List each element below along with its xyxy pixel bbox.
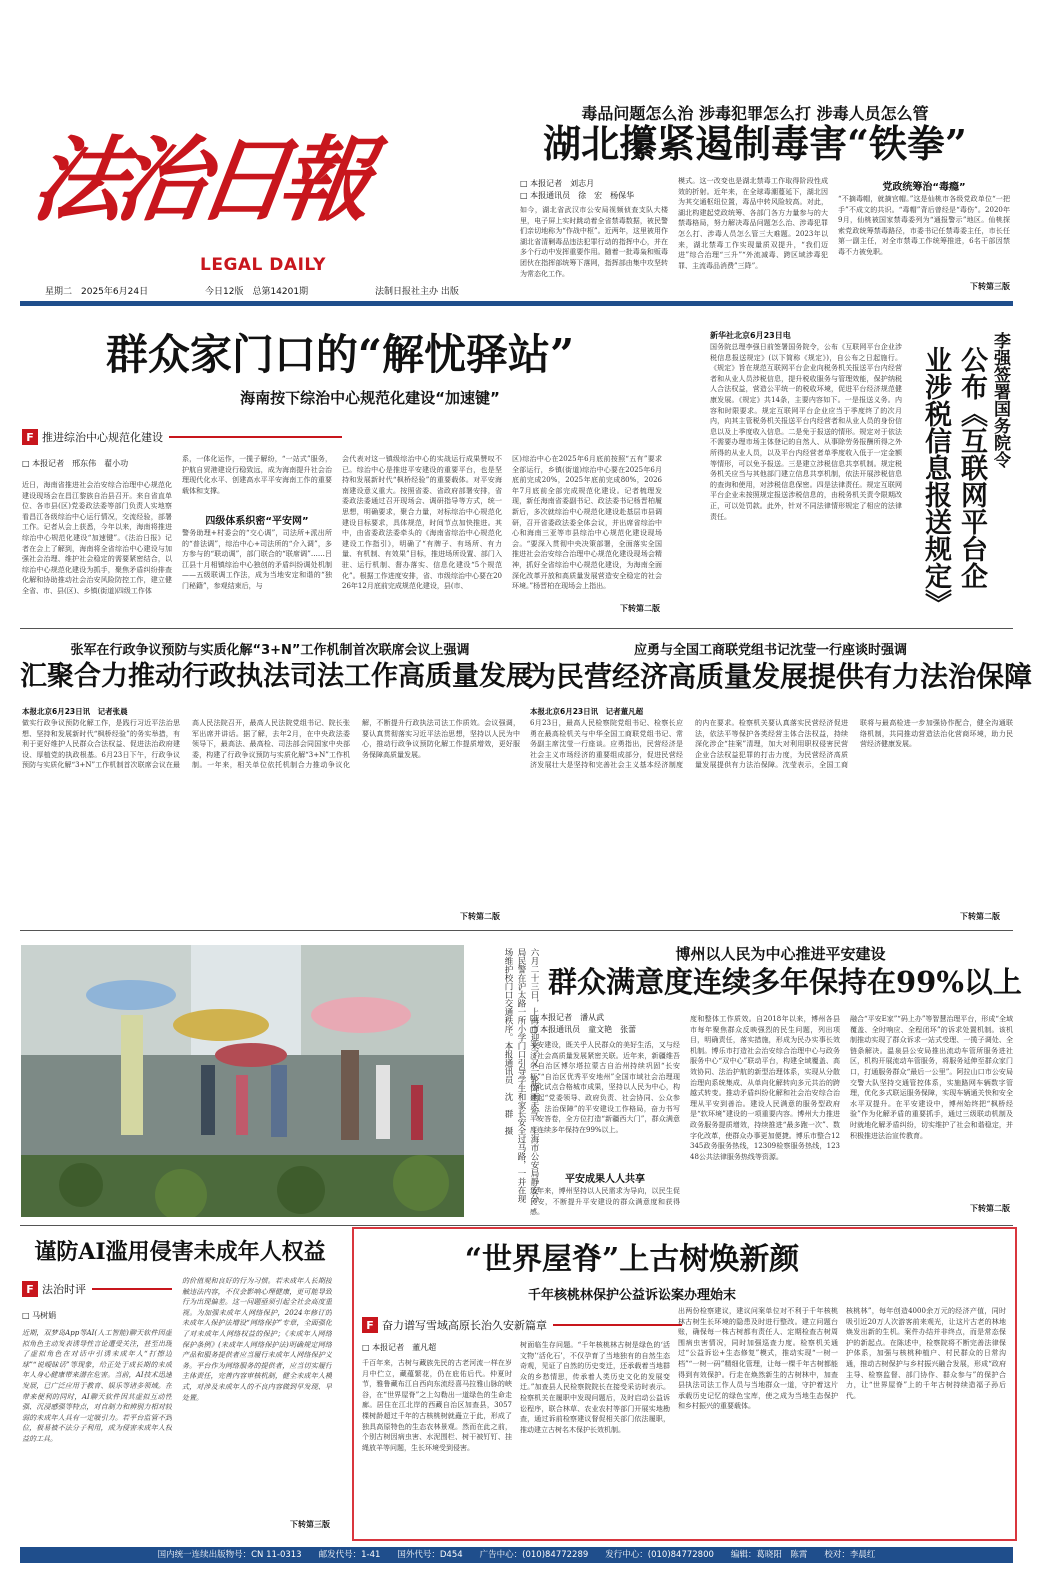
story2-subheadline: 海南按下综治中心规范化建设“加速键” bbox=[240, 389, 500, 407]
story7-headline: “世界屋脊”上古树焕新颜 bbox=[464, 1242, 800, 1277]
photo-illustration bbox=[21, 945, 464, 1217]
divider-2 bbox=[20, 930, 1013, 931]
story2-section-tag bbox=[22, 428, 342, 446]
lead-kicker: 毒品问题怎么治 涉毒犯罪怎么打 涉毒人员怎么管 bbox=[581, 104, 929, 123]
news-photo bbox=[21, 945, 464, 1217]
section-f-icon: F bbox=[362, 1317, 378, 1333]
story7-col-3: 出两份检察建议，建议问案单位对不利于千年核桃林古树生长环境的隐患及时进行整改。建立问题台账，确保每一株古树都有责任人、定期检查古树周围病虫害情况，同时加强巡查力度。检察机关通过“公益诉讼+生态修复”模式，推动实现“一树一档”“一树一码”精细化管理，让每一棵千年古树都能得到有效保护。行走在焕然新生的古树林中，加查县执法司法工作人员与当地群众一道，守护着这片承载历史记忆的绿色宝库，使之成为当地生态保护和乡村振兴的重要载体。 bbox=[678, 1307, 838, 1411]
story3-kicker: 张军在行政争议预防与实质化解“3+N”工作机制首次联席会议上强调 bbox=[70, 643, 470, 658]
story4-continued: 下转第二版 bbox=[960, 912, 1000, 921]
lead-headline: 湖北攥紧遏制毒害“铁拳” bbox=[543, 121, 967, 166]
story5-headline: 群众满意度连续多年保持在99%以上 bbox=[548, 965, 1022, 999]
issue-date: 星期二 2025年6月24日 bbox=[45, 287, 149, 297]
story2-col-2a: 系，一体化运作，一揽子解纷，“一站式”服务，护航自贸港建设行稳致远，成为海南提升社会治理现代化水平、创建高水平平安海南工作的重要载体和支撑。 bbox=[182, 455, 332, 495]
section-f-icon: F bbox=[22, 429, 38, 445]
story4-kicker: 应勇与全国工商联党组书记沈莹一行座谈时强调 bbox=[633, 643, 907, 658]
policy-title-top: 李强签署国务院令 bbox=[990, 332, 1010, 468]
story5-col-3: 融合“平安E家”“码上办”等智慧治理平台，形成“全域覆盖、全时响应、全程闭环”的诉求处置机制。该机制推动实现了群众诉求一站式受理、一揽子调处、全链条解决。温泉县公安局推出流动车管所服务进社区，机构开展流动车管服务，将服务延伸至群众家门口，打通服务群众“最后一公里”。阿拉山口市公安局交警大队坚持交通管控体系，实施路网车辆数字管理，优化多式联运服务保障，实现车辆通关快和安全水平双提升。在平安建设中，博州始终把“枫桥经验”作为化解矛盾的重要抓手，通过三级联动机制及时就地化解矛盾纠纷，切实维护了社会和谐稳定，并积极推进法治宣传教育。 bbox=[850, 1015, 1013, 1140]
lead-byline-1: □ 本报记者 刘志月 bbox=[520, 179, 595, 188]
story7-section-tag bbox=[362, 1316, 682, 1334]
policy-vertical-headlines bbox=[905, 332, 1015, 616]
masthead-logo: 法治日報 bbox=[26, 126, 370, 234]
tag-divider bbox=[553, 1324, 682, 1326]
story7-col-4: 核桃林”，每年创造4000余万元的经济产值，同时吸引近20万人次游客前来观光，让这片古老的林地焕发出新的生机。案件办结并非终点，而是常态保护的新起点。在陈述中，检察院将不断完善法律保护体系，加强与核桃种植户、村民群众的日常沟通，推动古树保护与乡村振兴融合发展，形成“政府主导、检察监督、部门协作、群众参与”的保护合力，让“世界屋脊”上的千年古树持续造福子孙后代。 bbox=[846, 1307, 1006, 1400]
story2-tag-label: 推进综治中心规范化建设 bbox=[42, 431, 163, 444]
policy-body: 国务院总理李强日前签署国务院令，公布《互联网平台企业涉税信息报送规定》(以下简称《规定》)，自公布之日起施行。《规定》旨在规范互联网平台企业向税务机关报送平台内经营者和从业人员涉税信息，提升税收服务与管理效能，保护纳税人合法权益，营造公平统一的税收环境，促进平台经济规范健康发展。《规定》共14条，主要内容如下。一是报送义务。内容和时限要求。规定互联网平台企业应当于季度终了的次月内，向其主管税务机关报送平台内经营者和从业人员的身份信息以及上季度收入信息。二是免于报送的情形。规定对于依法不需要办理市场主体登记的自然人、从事除劳务报酬所得之外所得的从业人员，以及平台内经营者单季度收入低于一定金额等情形，可以免予报送。三是建立涉税信息共享机制。规定税务机关应当与其他部门建立信息共享机制，依法开展涉税信息的查询和使用，对涉税信息保密。四是法律责任。规定互联网平台企业未按照规定报送涉税信息的，由税务机关责令限期改正，可以处罚款。此外，针对不同法律情形规定了相应的法律责任。 bbox=[710, 343, 902, 521]
tag-divider bbox=[169, 436, 342, 438]
footer-bar: 国内统一连续出版物号：CN 11-0313 邮发代号：1-41 国外代号：D454 广告中心：(010)84772289 发行中心：(010)84772800 编辑：葛晓阳 陈霄 校对：李晨红 bbox=[20, 1547, 1013, 1563]
story7-subheadline: 千年核桃林保护公益诉讼案办理始末 bbox=[527, 1288, 736, 1303]
lead-byline-2: □ 本报通讯员 徐 宏 杨保华 bbox=[520, 191, 635, 200]
story5-col-2: 度和整体工作质效。自2018年以来，博州各县市每年聚焦群众反映强烈的民生问题，列出项目，明确责任，落实措施，形成为民办实事长效机制。博乐市打造社会治安综合治理中心与政务服务中心“双中心”联动平台，构建全域覆盖、高效协同、法治护航的新型治理体系，实现从分散治理向系统集成、从单向化解转向多元共治的跨越式转变。推动矛盾纠纷化解和社会治安综合治理从平安到善治。建设人民满意的服务型政府是“软环境”建设的一项重要内容。博州大力推进政务服务提质增效，持续推进“最多跑一次”、数字化改革，使群众办事更加便捷。博乐市整合12345政务服务热线，12309检察服务热线，12348公共法律服务热线等资源。 bbox=[690, 1015, 840, 1161]
story6-continued: 下转第三版 bbox=[290, 1520, 330, 1529]
story6-col-2: 的价值观和良好的行为习惯。若未成年人长期接触违法内容，不仅会影响心理健康，更可能导致行为出现偏差。这一问题亟须引起全社会高度重视。为加强未成年人网络保护，2024年修订的未成年人保护法增设“网络保护”专章，全面强化了对未成年人网络权益的保护；《未成年人网络保护条例》(未成年人网络保护法)明确规定网络产品和服务提供者应当履行未成年人网络保护义务。平台作为网络服务的提供者，应当切实履行主体责任，完善内容审核机制，健全未成年人模式，对涉及未成年人的不良内容做到早发现、早处置。 bbox=[182, 1277, 332, 1402]
story7-tag-label: 奋力谱写雪域高原长治久安新篇章 bbox=[382, 1319, 547, 1332]
story6-section-tag bbox=[22, 1280, 172, 1298]
story3-body: 做实行政争议预防化解工作，是践行习近平法治思想、坚持和发展新时代“枫桥经验”的务实举措，有利于更好维护人民群众合法权益、促进法治政府建设、厚植党的执政根基。6月23日下午，行政争议预防与实质化解“3+N”工作机制首次联席会议在最高人民法院召开，最高人民法院党组书记、院长张军出席并讲话。据了解，去年2月，在中央政法委领导下，最高法、最高检、司法部会同国家中央部委，构建了行政争议预防与实质化解“3+N”工作机制。一年来，相关单位依托机制合力推动争议化解，不断提升行政执法司法工作质效。会议强调，要认真贯彻落实习近平法治思想，坚持以人民为中心，推动行政争议预防化解工作提质增效，更好服务保障高质量发展。 bbox=[22, 719, 520, 770]
tag-divider bbox=[92, 1288, 172, 1290]
photo-caption: 六月二十三日，上海市迎来了又一轮降雨天气。上海市公安局静安分局民警在沪太路一所小学门口引导学生和家长安全过马路，一并在现场维护校门口交通秩序。本报通讯员 沈 群 摄 bbox=[503, 948, 539, 1203]
story5-byline-1: □ 本报记者 潘从武 bbox=[530, 1013, 605, 1022]
story2-headline: 群众家门口的“解忧驿站” bbox=[105, 330, 575, 379]
story3-continued: 下转第二版 bbox=[460, 912, 500, 921]
story4-dateline: 本报北京6月23日讯 记者董凡超 bbox=[530, 707, 644, 716]
story2-col-1: 近日，海南省推进社会治安综合治理中心规范化建设现场会在昌江黎族自治县召开。来自省直单位、各市县(区)党委政法委等部门负责人实地察看昌江各级综治中心运行情况，交流经验，部署工作。记者从会上获悉，今年以来，海南将推进综治中心规范化建设“加速键”。《法治日报》记者在会上了解到，海南将全省综治中心建设与加强社会治理、维护社会稳定的需要紧密结合，以综治中心规范化建设为抓手，聚焦矛盾纠纷排查化解和协助推动社会治安风险防控工作，建立健全省、市、县(区)、乡镇(街道)四级工作体 bbox=[22, 481, 172, 595]
story7-col-1: 千百年来，古树与藏族先民的古老河流一样在岁月中伫立，藏蕴繁花，仍在庇佑后代。仲夏时节，雅鲁藏布江自西向东流经喜马拉雅山脉的峡谷，在“世界屋脊”之上勾勒出一道绿色的生命走廊。居住在江北岸的西藏自治区加查县，3057棵树龄超过千年的古核桃树就矗立于此，形成了独具高原特色的生态农林景观。然而在此之前，个别古树因病虫害、水泥围栏、树干被钉钉、挂绳放羊等问题，生长环境受到侵害。 bbox=[362, 1359, 512, 1452]
story2-continued: 下转第二版 bbox=[620, 604, 660, 613]
issue-pages: 今日12版 总第14201期 bbox=[205, 287, 309, 297]
story2-col-3: 会代表对这一镇级综治中心的实战运行成果赞叹不已。综治中心是推进平安建设的重要平台，也是坚持和发展新时代“枫桥经验”的重要载体。对平安海南建设意义重大。按照省委、省政府部署安排，省委政法委通过召开现场会、调研指导等方式，统一思想，明确要求，聚合力量，对标综治中心规范化建设目标要求，具体规范，时间节点加快推进。其中，由省委政法委牵头的《海南省综治中心规范化建设工作指引》，明确了“有牌子、有场所、有力量、有机制、有效果”目标，推进场所设置、部门入驻、运行机制、督办落实、信息化建设“5个规范化”。根据工作进度安排，省、市级综治中心要在2026年12月底前完成规范化建设，县(市、 bbox=[342, 455, 502, 591]
divider-1 bbox=[20, 628, 1013, 629]
story6-col-1: 近期，双梦岛App等AI(人工智能)聊天软件因虚拟角色主动发表诱导性言论遭受关注，甚至出现了虚拟角色在对话中引诱未成年人“打擦边球”“说暧昧话”等现象，给正处于成长期的未成年人身心健康带来潜在危害。当前，AI技术迅速发展，已广泛应用于教育、娱乐等诸多领域。在带来便利的同时，AI聊天软件因其虚拟互动性强、沉浸感强等特点，对自制力和辨别力相对较弱的未成年人具有一定吸引力。若平台监管不到位，极易被不法分子利用，成为侵害未成年人权益的工具。 bbox=[22, 1329, 172, 1443]
lead-side-heading: 党政统筹治“毒瘾” bbox=[882, 182, 966, 193]
masthead-english: LEGAL DAILY bbox=[200, 255, 326, 275]
story7-col-2: 树面临生存问题。“千年核桃林古树是绿色的‘活文物’‘活化石’，不仅孕育了当地独有的自然生态奇观，见证了自然的历史变迁，还承载着当地群众的乡愁情思，传承着人类历史文化的发展变迁。”加查县人民检察院院长在接受采访时表示。检察机关在履职中发现问题后，及时启动公益诉讼程序，联合林草、农业农村等部门开展实地勘查，通过诉前检察建议督促相关部门依法履职，推动建立古树名木保护长效机制。 bbox=[520, 1341, 670, 1434]
story3-dateline: 本报北京6月23日讯 记者张晨 bbox=[22, 707, 128, 716]
lead-col-1: 如今，湖北省武汉市公安局视频侦查支队大楼里，电子屏上实时跳动着全省禁毒数据，被民警们亲切地称为“作战中枢”。近两年，这里被用作湖北省清剿毒品违法犯罪行动的指挥中心，并在多个行动中发挥重要作用。随着一批毒枭和贩毒团伙在指挥部统筹下落网，指挥部由集中攻坚转为常态化工作。 bbox=[520, 206, 668, 278]
policy-dateline: 新华社北京6月23日电 bbox=[710, 331, 791, 340]
policy-title-main: 公布《互联网平台企业涉税信息报送规定》 bbox=[920, 346, 987, 616]
masthead bbox=[20, 95, 370, 295]
section-f-icon: F bbox=[22, 1281, 38, 1297]
story2-byline: □ 本报记者 邢东伟 翟小功 bbox=[22, 459, 129, 468]
story5-col-1-heading: 平安成果人人共享 bbox=[565, 1174, 645, 1185]
story5-byline-2: □ 本报通讯员 童文艳 张蕾 bbox=[530, 1025, 637, 1034]
lead-col-2: 模式。这一改变也是湖北禁毒工作取得阶段性成效的折射。近年来，在全球毒潮蔓延下，湖北因为其交通枢纽位置，毒品中转风险较高。对此，湖北构建起党政统筹、各部门各方力量参与的大禁毒格局，努力解决毒品问题怎么治、涉毒犯罪怎么打、涉毒人员怎么管三大难题。2023年以来，湖北禁毒工作实现量质双提升，“我们迈进”综合治理“三升”“外流减毒、跨区域涉毒犯罪、主流毒品消费”三降”。 bbox=[678, 177, 828, 270]
story6-byline: □ 马树娟 bbox=[22, 1311, 57, 1320]
story3-headline: 汇聚合力推动行政执法司法工作高质量发展 bbox=[20, 661, 533, 692]
story2-col-4: 区)综治中心在2025年6月底前按照“五有”要求全部运行，乡镇(街道)综治中心要在2025年6月底前完成20%，2025年底前完成80%，2026年7月底前全部完成规范化建设。记者梳理发现，新任海南省委副书记、政法委书记杨晋柏履新后，多次就综治中心规范化建设赴基层市县调研，召开省委政法委全体会议，并出席省综治中心和海南三亚等市县综治中心规范化建设现场会。“要深入贯彻中央决策部署，全面落实全国推进社会治安综合治理中心规范化建设现场会精神，抓好全省综治中心规范化建设，为海南全面深化改革开放和高质量发展营造安全稳定的社会环境。”杨晋柏在现场会上指出。 bbox=[512, 455, 662, 591]
story4-headline: 为民营经济高质量发展提供有力法治保障 bbox=[528, 660, 1033, 693]
story4-body: 6月23日，最高人民检察院党组书记、检察长应勇在最高检机关与中华全国工商联党组书记、常务副主席沈莹一行座谈。应勇指出，民营经济是社会主义市场经济的重要组成部分，促进民营经济发展壮大是坚持和完善社会主义基本经济制度的内在要求。检察机关要认真落实民营经济促进法，依法平等保护各类经营主体合法权益，持续深化涉企“挂案”清理，加大对利用职权侵害民营企业合法权益犯罪的打击力度，为民营经济高质量发展提供有力法治保障。沈莹表示，全国工商联将与最高检进一步加强协作配合，健全沟通联络机制，共同推动营造法治化营商环境，助力民营经济健康发展。 bbox=[530, 719, 1013, 770]
masthead-rule bbox=[20, 301, 1013, 306]
story5-kicker: 博州以人民为中心推进平安建设 bbox=[675, 945, 886, 963]
story6-headline: 谨防AI滥用侵害未成年人权益 bbox=[34, 1239, 326, 1265]
story5-col-1b: 近年来，博州坚持以人民需求为导向，以民生促民安，不断提升平安建设的群众满意度和获得感。 bbox=[530, 1187, 680, 1216]
story6-tag-label: 法治时评 bbox=[42, 1283, 86, 1296]
lead-continued: 下转第三版 bbox=[970, 282, 1010, 291]
issue-publisher: 法制日报社主办 出版 bbox=[375, 287, 459, 297]
story7-byline: □ 本报记者 董凡超 bbox=[362, 1343, 437, 1352]
story5-continued: 下转第二版 bbox=[970, 1204, 1010, 1213]
story2-col-2b: 警务助理+村委会的“交心调”，司法所+派出所的“普法调”，综治中心+司法所的“介入调”，多方参与的“联动调”，部门联合的“联席调”……吕江县十月相镇综治中心独创的矛盾纠纷调处机制——五级联调工作法，成为当地安定和谐的“独门秘籍”，参观结束后，与 bbox=[182, 529, 332, 590]
divider-3 bbox=[20, 1225, 1013, 1226]
story2-col-2-heading: 四级体系织密“平安网” bbox=[205, 516, 309, 527]
lead-col-3: “不摘毒帽，就摘官帽。”这是仙桃市各级党政单位“一把手”不成文的共识。“毒帽”背后曾经是“毒伤”。2020年9月，仙桃被国家禁毒委列为“通报警示”地区。仙桃探索党政统筹禁毒路径，市委书记任禁毒委主任，市长任第一副主任，对全市禁毒工作统筹推进，6名干部因禁毒不力被免职。 bbox=[838, 195, 1010, 256]
story5-col-1: 平安建设，既关乎人民群众的美好生活，又与经济社会高质量发展紧密关联。近年来，新疆维吾尔自治区博尔塔拉蒙古自治州持续巩固“长安杯”“自治区优秀平安地州”全国市域社会治理现代化试点合格城市成果，坚持以人民为中心，构建起“党委领导、政府负责、社会协同、公众参与、法治保障”的平安建设工作格局，奋力书写平安答卷，全方位打造“新疆西大门”，群众满意度连续多年保持在99%以上。 bbox=[530, 1041, 680, 1134]
